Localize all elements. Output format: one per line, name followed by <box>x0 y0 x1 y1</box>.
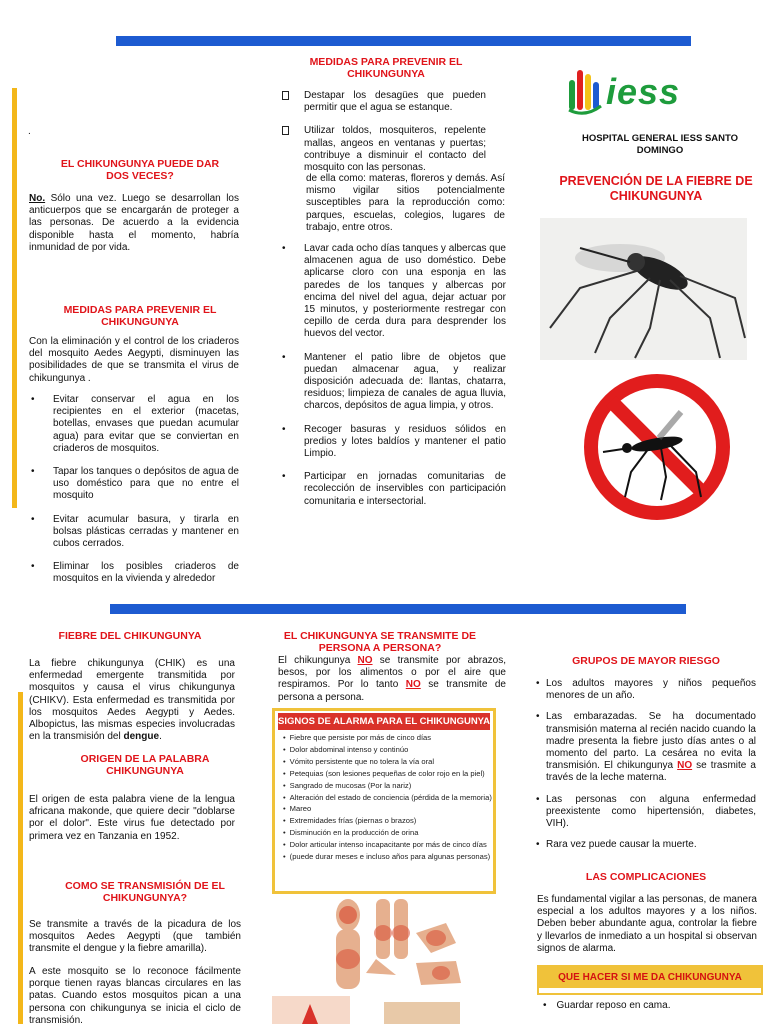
yellow-accent-top <box>12 88 17 508</box>
persona-title: EL CHIKUNGUNYA SE TRANSMITE DE PERSONA A PERSONA? <box>283 630 477 654</box>
yellow-accent-bottom <box>18 692 23 1024</box>
list-item: • Participar en jornadas comunitarias de recolección de inservibles con participación comunitaria e intersectorial. <box>282 471 506 507</box>
no-mosquito-sign-icon <box>571 372 744 522</box>
list-item: • Las personas con alguna enfermedad preexistente como hipertensión, diabetes, VIH). <box>536 793 756 830</box>
question-answer <box>29 193 239 254</box>
list-item: • Recoger basuras y residuos sólidos en predios y lotes baldíos y mantener el patio Limpio. <box>282 423 506 460</box>
prevent-title-middle: MEDIDAS PARA PREVENIR EL CHIKUNGUNYA <box>309 56 463 80</box>
alarm-title: SIGNOS DE ALARMA PARA EL CHIKUNGUNYA <box>278 713 490 730</box>
list-item: • Sangrado de mucosas (Por la nariz) <box>283 780 493 792</box>
origen-title: ORIGEN DE LA PALABRA CHIKUNGUNYA <box>80 753 210 777</box>
prevent-list-middle <box>280 243 506 519</box>
list-item: • Evitar acumular basura, y tirarla en bolsas plásticas cerradas y mantener en cubos cerrados. <box>31 513 239 550</box>
iess-logo-text: iess <box>606 71 681 112</box>
illustration-thumb-right <box>384 1002 460 1024</box>
list-item: • Las embarazadas. Se ha documentado transmisión materna al recién nacido cuando la madre presenta la fiebre justo días antes o al momento del parto. La cesárea no evita la transmisión. El chikungunya NO se trasmite a través de la leche materna. <box>536 711 756 784</box>
alarm-list <box>283 732 493 863</box>
prevent-continuation: de ella como: materas, floreros y demás. Así mismo vigilar sitios potencialmente susceptibles para la reproducción como: parques, escuelas, colegios, lugares de trabajo, entre otros. <box>306 173 505 233</box>
persona-text: El chikungunya NO se transmite por abrazos, besos, por los alimentos o por el aire que respiramos. Por lo tanto NO se transmite de persona a persona. <box>278 655 506 703</box>
que-hacer-item: • Guardar reposo en cama. <box>543 1000 671 1011</box>
list-item: • Extremidades frías (piernas o brazos) <box>283 815 493 827</box>
list-item: • Eliminar los posibles criaderos de mosquitos en la vivienda y alrededor <box>31 561 239 585</box>
complicaciones-title: LAS COMPLICACIONES <box>585 871 707 883</box>
complicaciones-text: Es fundamental vigilar a las personas, de manera especial a los adultos mayores y a los niños. Deben beber abundante agua, controlar la fiebre y llevarlos de inmediato a un hospital si observan signos de alarma. <box>537 894 757 954</box>
list-item: • Mantener el patio libre de objetos que puedan almacenar agua, y realizar disposición adecuada de: llantas, chatarra, residuos; limpieza de canales de agua lluvia, charcos, depósitos de agua limpia, y otros. <box>282 351 506 412</box>
middle-divider-bar <box>110 604 686 614</box>
list-item: • Disminución en la producción de orina <box>283 827 493 839</box>
transmision-text-1: Se transmite a través de la picadura de los mosquitos Aedes Aegypti (que también transmite el dengue y la fiebre amarilla). <box>29 919 241 955</box>
brochure-title: PREVENCIÓN DE LA FIEBRE DE CHIKUNGUNYA <box>559 174 753 203</box>
prevent-list-left <box>29 394 239 597</box>
transmision-title: COMO SE TRANSMISIÓN DE EL CHIKUNGUNYA? <box>65 880 225 904</box>
answer-no: No. <box>29 193 46 204</box>
list-item: • Evitar conservar el agua en los recipientes en el exterior (macetas, botellas, envases que puedan acumular agua) para evitar que se conviertan en criaderos de mosquitos. <box>31 394 239 454</box>
question-title: EL CHIKUNGUNYA PUEDE DAR DOS VECES? <box>60 158 220 182</box>
answer-text: Sólo una vez. Luego se desarrollan los anticuerpos que se encargarán de proteger a las personas. De acuerdo a la evidencia disponible hasta el momento, habría inmunidad de por vida. <box>29 193 239 253</box>
transmision-text-2: A este mosquito se lo reconoce fácilmente porque tienen rayas blancas circulares en las patas. Cuando estos mosquitos pican a una persona con chikungunya se inicia el ciclo de transmisión. <box>29 966 241 1026</box>
list-item: • Fiebre que persiste por más de cinco días <box>283 732 493 744</box>
list-item: • Rara vez puede causar la muerte. <box>536 839 697 851</box>
list-item: Utilizar toldos, mosquiteros, repelente mallas, angeos en ventanas y puertas; contribuye a disminuir el contacto del mosquito con las personas. <box>280 125 486 174</box>
prevent-title-left: MEDIDAS PARA PREVENIR EL CHIKUNGUNYA <box>63 304 217 328</box>
list-item: • Tapar los tanques o depósitos de agua de uso doméstico para que no entre el mosquito <box>31 466 239 502</box>
mosquito-photo <box>540 218 747 360</box>
list-item: • (puede durar meses e incluso años para algunas personas) <box>283 851 493 863</box>
alarm-signs-box <box>272 708 496 894</box>
stray-dot: . <box>28 126 31 137</box>
list-item: • Los adultos mayores y niños pequeños menores de un año. <box>536 678 756 702</box>
list-item: • Alteración del estado de conciencia (pérdida de la memoria) <box>283 792 493 804</box>
list-item: • Dolor abdominal intenso y continúo <box>283 744 493 756</box>
hospital-name: HOSPITAL GENERAL IESS SANTO DOMINGO <box>581 133 739 156</box>
top-divider-bar <box>116 36 691 46</box>
list-item: • Lavar cada ocho días tanques y albercas que almacenen agua de uso doméstico. Debe aplicarse cloro con una esponja en las paredes de los tanques y albercas por encima del nivel del agua, dejar actuar por 15 minutos, y posteriormente restregar con cepillo de cerda dura para desprender los huevos del vector. <box>282 243 506 340</box>
prevent-list-middle-sq <box>280 90 486 174</box>
origen-text: El origen de esta palabra viene de la lengua africana makonde, que quiere decir "doblarse por el dolor". Este virus fue detectado por primera vez en Tanzania en 1952. <box>29 794 235 842</box>
prevent-intro: Con la eliminación y el control de los criaderos del mosquito Aedes Aegypti, disminuyen las posibilidades de que se transmita el virus de chikungunya . <box>29 336 239 384</box>
list-item: Destapar los desagües que pueden permitir que el agua se estanque. <box>280 90 486 114</box>
illustration-thumb-left <box>272 996 350 1024</box>
fiebre-title: FIEBRE DEL CHIKUNGUNYA <box>58 630 202 642</box>
list-item: • Vómito persistente que no tolera la vía oral <box>283 756 493 768</box>
grupos-title: GRUPOS DE MAYOR RIESGO <box>572 655 720 667</box>
joint-pain-illustration <box>296 893 466 993</box>
list-item: • Mareo <box>283 803 493 815</box>
que-hacer-title: QUE HACER SI ME DA CHIKUNGUNYA <box>539 967 761 988</box>
list-item: • Petequias (son lesiones pequeñas de color rojo en la piel) <box>283 768 493 780</box>
fiebre-text: La fiebre chikungunya (CHIK) es una enfermedad emergente transmitida por mosquitos y causa el virus chikungunya (CHIKV). Esta enfermedad es transmitida por los mosquitos Aedes Aegypti y Aedes. Albopictus, las mismas especies involucradas en la transmisión del dengue. <box>29 658 235 743</box>
list-item: • Dolor articular intenso incapacitante por más de cinco días <box>283 839 493 851</box>
iess-hands-logo-icon <box>567 66 603 116</box>
que-hacer-box <box>537 965 763 995</box>
grupos-list <box>536 678 756 862</box>
